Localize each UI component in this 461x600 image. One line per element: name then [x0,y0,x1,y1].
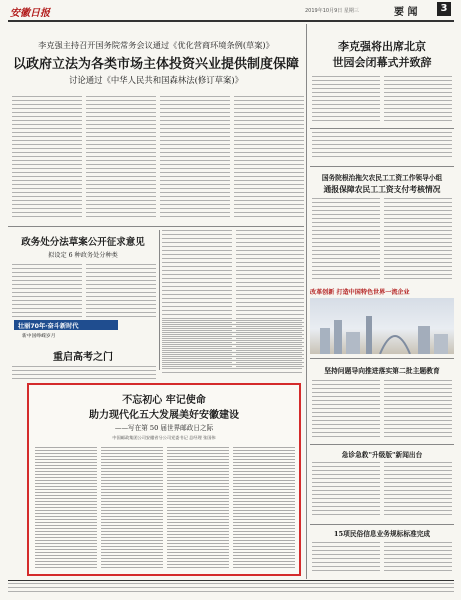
anniversary-body [12,366,156,380]
right-top-headline-2: 世园会闭幕式并致辞 [332,56,432,69]
law-headline: 政务处分法草案公开征求意见 [21,237,145,248]
featured-byline: 中国邮政集团公司安徽省分公司党委书记 总经理 张国伟 [112,435,216,440]
law-divider [159,230,160,370]
anniversary-headline: 重启高考之门 [53,352,113,363]
lead-body-col-2 [86,96,156,220]
skyline-illustration [310,298,454,354]
anniversary-sub: 新中国峥嵘岁月 [22,334,56,339]
law-top-rule [8,226,304,227]
featured-headline-2: 助力现代化五大发展美好安徽建设 [89,410,239,421]
masthead-edition-info: 2019年10月9日 星期三 [305,8,359,14]
right-top-body-c [312,132,452,160]
featured-body-col-2 [101,447,163,569]
right-low-headline: 坚持问题导向推进落实第二批主题教育 [324,367,440,375]
right-mid-body-b [384,198,452,280]
featured-body-col-1 [35,447,97,569]
ad-photo [310,298,454,354]
right-mid-rule [310,166,454,167]
right-bottom-body-c [312,542,380,574]
anniversary-banner-text: 壮丽70年·奋斗新时代 [18,323,79,330]
right-mid-body-a [312,198,380,280]
right-low-body-a [312,380,380,440]
anniversary-story [8,320,158,380]
ad-panel [310,284,454,354]
lead-body-col-3 [160,96,230,220]
footer-rule [8,580,454,581]
law-body-col-1 [12,264,82,318]
footer [8,580,454,596]
lead-story [8,24,304,224]
featured-article [27,383,301,576]
law-subhead: 拟设定 6 种政务处分种类 [48,252,118,259]
right-bottom-body-b [384,462,452,518]
footer-fine-print [8,583,454,594]
right-mid-headline-2: 通报保障农民工工资支付考核情况 [323,185,441,194]
right-top-body-b [384,76,452,122]
masthead-logo: 安徽日报 [10,8,50,19]
lead-headline: 以政府立法为各类市场主体投资兴业提供制度保障 [12,57,299,72]
right-mid-headline-1: 国务院根治拖欠农民工工资工作领导小组 [321,174,443,182]
right-bottom-body-a [312,462,380,518]
right-low-body-b [384,380,452,440]
section-label: 要 闻 [394,7,418,18]
right-bottom-headline-1: 急诊急救"升级版"新闻出台 [341,451,423,459]
ad-text: 改革创新 打造中国特色世界一流企业 [310,289,410,296]
page-number: 3 [437,2,451,16]
right-bottom-story [310,444,454,574]
right-mid-story [310,168,454,280]
anniversary-body-right-lines [162,320,302,376]
anniversary-body-right [162,320,302,380]
law-body-col-2 [86,264,156,318]
lead-body-col-1 [12,96,82,220]
masthead-rule [8,20,454,22]
right-bottom-body-d [384,542,452,574]
right-top-body-a [312,76,380,122]
right-bottom-rule-1 [310,444,454,445]
featured-body-col-3 [167,447,229,569]
right-top-rule [310,128,454,129]
lead-subhead: 讨论通过《中华人民共和国森林法(修订草案)》 [68,75,244,85]
right-bottom-headline-2: 15项民俗信息业务规标标准完成 [333,530,431,538]
column-divider [306,24,307,579]
featured-headline-1: 不忘初心 牢记使命 [122,395,206,406]
featured-body-col-4 [233,447,295,569]
right-bottom-rule-2 [310,524,454,525]
right-low-rule [310,358,454,359]
masthead [0,0,461,22]
lead-body-col-4 [234,96,304,220]
right-top-headline-1: 李克强将出席北京 [338,40,426,53]
featured-subhead: ——写在第 50 届世界邮政日之际 [114,424,214,432]
lead-kicker: 李克强主持召开国务院常务会议通过《优化营商环境条例(草案)》 [38,40,274,50]
